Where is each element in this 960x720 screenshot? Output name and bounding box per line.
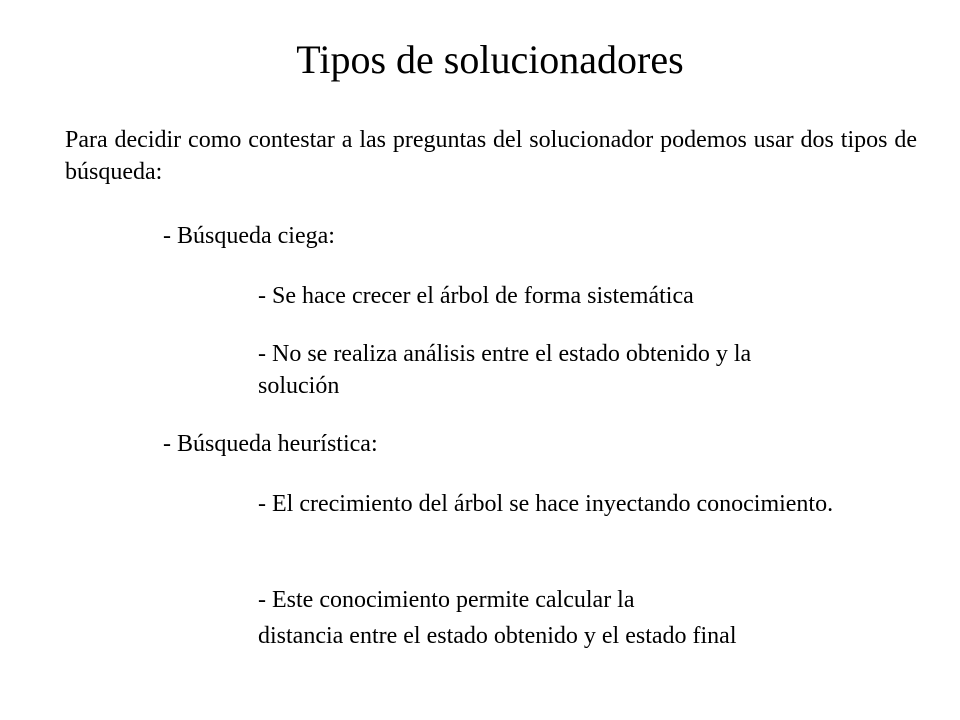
heuristic-search-point-1: - El crecimiento del árbol se hace inyectando conocimiento. xyxy=(258,491,834,517)
blind-search-heading: - Búsqueda ciega: xyxy=(163,223,335,249)
heuristic-search-point-2-line-1: - Este conocimiento permite calcular la xyxy=(258,587,635,613)
heuristic-search-heading: - Búsqueda heurística: xyxy=(163,431,378,457)
slide-title: Tipos de solucionadores xyxy=(296,37,684,82)
heuristic-search-point-2-line-2: distancia entre el estado obtenido y el estado final xyxy=(258,623,737,649)
intro-paragraph: Para decidir como contestar a las preguntas del solucionador podemos usar dos tipos de búsqueda: xyxy=(65,127,917,185)
blind-search-point-2: - No se realiza análisis entre el estado obtenido y la solución xyxy=(258,341,752,399)
blind-search-point-1: - Se hace crecer el árbol de forma sistemática xyxy=(258,283,694,309)
